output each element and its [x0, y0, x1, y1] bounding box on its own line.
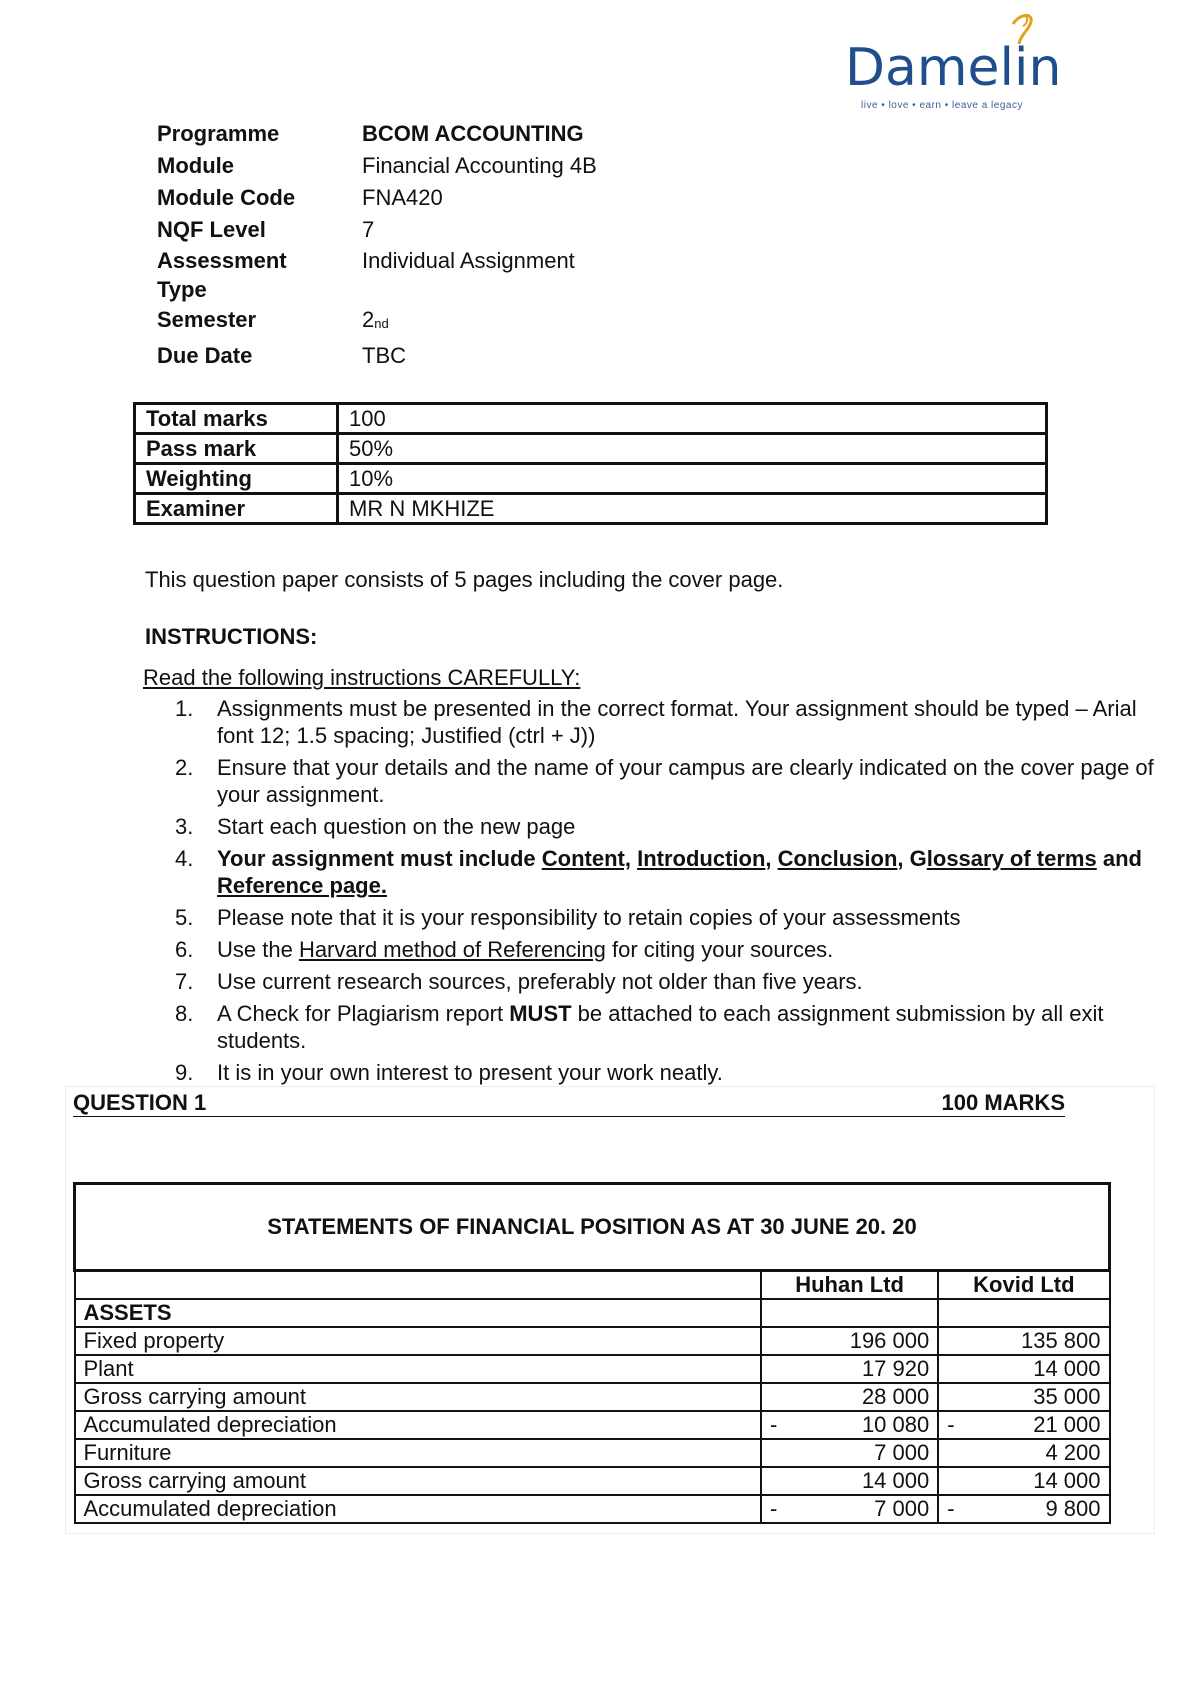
marks-value: MR N MKHIZE [338, 494, 1047, 524]
table-row [75, 1495, 1110, 1523]
info-key: Module [157, 153, 234, 178]
info-value: 7 [362, 217, 375, 242]
list-number: 5. [175, 905, 194, 930]
text-fragment: , [765, 846, 778, 871]
cell-kovid [938, 1383, 1109, 1411]
list-text: Start each question on the new page [217, 814, 576, 839]
read-colon: : [574, 665, 581, 690]
text-fragment: and [1096, 846, 1142, 871]
cell-value: 35 000 [1033, 1384, 1101, 1409]
cell-huhan [761, 1355, 938, 1383]
cell-value: 28 000 [861, 1384, 930, 1409]
neg-sign: - [770, 1412, 778, 1437]
text-fragment: Content, [541, 846, 631, 871]
marks-key: Examiner [135, 494, 338, 524]
instructions-heading: INSTRUCTIONS: [145, 624, 318, 649]
table-row [75, 1411, 1110, 1439]
marks-value: 100 [338, 404, 1047, 434]
table-row [135, 464, 1047, 494]
financial-position-table [73, 1182, 1111, 1524]
neg-sign [947, 1440, 967, 1466]
neg-sign [770, 1356, 790, 1382]
cell-huhan [761, 1495, 938, 1523]
neg-sign: - [947, 1412, 955, 1437]
marks-value: 10% [338, 464, 1047, 494]
info-key: NQF Level [157, 217, 266, 242]
list-item [175, 754, 1165, 808]
cell-value: 135 800 [1020, 1328, 1101, 1353]
semester-number: 2 [362, 307, 375, 332]
text-fragment: for citing your sources. [605, 937, 834, 962]
row-label: Fixed property [75, 1327, 762, 1355]
info-row-programme [157, 118, 597, 150]
cell-huhan [761, 1467, 938, 1495]
cell-huhan [761, 1327, 938, 1355]
info-row-assessment-type [157, 246, 597, 304]
info-row-module-code [157, 182, 597, 214]
neg-sign [947, 1328, 967, 1354]
info-value: Individual Assignment [362, 248, 575, 273]
list-number: 1. [175, 696, 194, 721]
cell-kovid [938, 1439, 1109, 1467]
cell-kovid [938, 1355, 1109, 1383]
neg-sign [947, 1384, 967, 1410]
list-number: 4. [175, 846, 194, 871]
list-item [175, 1059, 1165, 1086]
table-row [75, 1299, 1110, 1327]
text-fragment: , G [897, 846, 927, 871]
info-key: Programme [157, 121, 280, 146]
neg-sign: - [947, 1496, 955, 1521]
list-text [217, 845, 1165, 899]
list-item [175, 845, 1165, 899]
info-key-line1: Assessment [157, 248, 287, 273]
list-text: Ensure that your details and the name of your campus are clearly indicated on the cover page of your assignment. [217, 755, 1154, 807]
text-fragment: Conclusion [777, 846, 898, 871]
cell-value: 14 000 [861, 1468, 930, 1493]
info-value: BCOM ACCOUNTING [362, 121, 584, 146]
cell-kovid [938, 1411, 1109, 1439]
cell-huhan [761, 1383, 938, 1411]
text-fragment: Use the [217, 937, 299, 962]
info-row-nqf-level [157, 214, 597, 246]
list-number: 3. [175, 814, 194, 839]
logo-wordmark: Damelin [845, 38, 1062, 98]
list-number: 9. [175, 1060, 194, 1085]
semester-suffix: nd [374, 316, 389, 331]
row-label: Gross carrying amount [75, 1467, 762, 1495]
cell-kovid [938, 1467, 1109, 1495]
list-text: Use current research sources, preferably not older than five years. [217, 969, 863, 994]
neg-sign [770, 1468, 790, 1494]
text-fragment: Introduction [637, 846, 766, 871]
page-count-note: This question paper consists of 5 pages including the cover page. [145, 567, 784, 592]
list-item [175, 695, 1165, 749]
table-row [135, 494, 1047, 524]
column-header-huhan: Huhan Ltd [761, 1271, 938, 1300]
list-item [175, 968, 1165, 995]
cell-huhan [761, 1411, 938, 1439]
cell-value: 7 000 [874, 1496, 930, 1521]
table-title-row [75, 1184, 1110, 1271]
cell-value: 4 200 [1045, 1440, 1101, 1465]
marks-key: Weighting [135, 464, 338, 494]
info-key: Due Date [157, 343, 253, 368]
marks-table [133, 402, 1048, 525]
table-row [75, 1439, 1110, 1467]
list-text: Please note that it is your responsibility to retain copies of your assessments [217, 905, 961, 930]
list-number: 8. [175, 1001, 194, 1026]
row-label: Plant [75, 1355, 762, 1383]
list-number: 6. [175, 937, 194, 962]
list-item [175, 936, 1165, 963]
info-key: Semester [157, 307, 257, 332]
cell-value: 9 800 [1045, 1496, 1101, 1521]
list-text: It is in your own interest to present your work neatly. [217, 1060, 723, 1085]
cell-kovid [938, 1327, 1109, 1355]
neg-sign: - [770, 1496, 778, 1521]
text-fragment: lossary of terms [926, 846, 1097, 871]
neg-sign [770, 1384, 790, 1410]
cell-kovid [938, 1299, 1109, 1327]
read-carefully-line [143, 665, 580, 691]
text-fragment: A Check for Plagiarism report [217, 1001, 510, 1026]
info-row-semester [157, 304, 597, 340]
marks-key: Total marks [135, 404, 338, 434]
text-fragment: Your assignment must include [217, 846, 542, 871]
info-key: Module Code [157, 185, 296, 210]
text-fragment: MUST [509, 1001, 572, 1026]
damelin-logo [845, 8, 1065, 118]
cell-value: 196 000 [849, 1328, 930, 1353]
list-text [217, 936, 1165, 963]
info-value: Financial Accounting 4B [362, 153, 597, 178]
neg-sign [770, 1440, 790, 1466]
neg-sign [947, 1356, 967, 1382]
question-marks: 100 MARKS [941, 1090, 1065, 1115]
row-label: Accumulated depreciation [75, 1495, 762, 1523]
cell-value: 10 080 [861, 1412, 930, 1437]
harvard-referencing-link: Harvard method of Referencing [298, 937, 606, 962]
info-row-module [157, 150, 597, 182]
list-number: 7. [175, 969, 194, 994]
info-key [157, 246, 362, 304]
info-value: TBC [362, 343, 406, 368]
module-info [157, 118, 597, 372]
question-label: QUESTION 1 [73, 1090, 207, 1115]
info-value [362, 304, 389, 340]
table-row [135, 434, 1047, 464]
row-label: Gross carrying amount [75, 1383, 762, 1411]
table-row [75, 1383, 1110, 1411]
list-item [175, 1000, 1165, 1054]
read-carefully-text: Read the following instructions CAREFULLY [143, 665, 575, 690]
cell-kovid [938, 1495, 1109, 1523]
table-header-row [75, 1271, 1110, 1300]
cell-huhan [761, 1299, 938, 1327]
marks-value: 50% [338, 434, 1047, 464]
marks-key: Pass mark [135, 434, 338, 464]
neg-sign [770, 1328, 790, 1354]
cell-value: 17 920 [861, 1356, 930, 1381]
row-label: ASSETS [75, 1299, 762, 1327]
cell-value: 14 000 [1033, 1468, 1101, 1493]
cell-value: 14 000 [1033, 1356, 1101, 1381]
table-row [75, 1467, 1110, 1495]
list-text: Assignments must be presented in the correct format. Your assignment should be typed – Arial font 12; 1.5 spacing; Justified (ctrl + J)) [217, 696, 1137, 748]
row-label: Accumulated depreciation [75, 1411, 762, 1439]
info-row-due-date [157, 340, 597, 372]
list-item [175, 813, 1165, 840]
list-number: 2. [175, 755, 194, 780]
table-row [75, 1327, 1110, 1355]
question-header [73, 1090, 1065, 1117]
table-row [75, 1355, 1110, 1383]
neg-sign [947, 1468, 967, 1494]
list-item [175, 904, 1165, 931]
text-fragment: be attached to each assignment submission by all exit students. [217, 1001, 1104, 1053]
cell-value: 21 000 [1033, 1412, 1101, 1437]
info-value: FNA420 [362, 185, 443, 210]
row-label: Furniture [75, 1439, 762, 1467]
table-header-blank [75, 1271, 762, 1300]
text-fragment: Reference page. [217, 873, 387, 898]
instructions-list [175, 695, 1165, 1091]
table-title: STATEMENTS OF FINANCIAL POSITION AS AT 30 JUNE 20. 20 [75, 1184, 1110, 1271]
info-key-line2: Type [157, 277, 207, 302]
list-text [217, 1000, 1165, 1054]
column-header-kovid: Kovid Ltd [938, 1271, 1109, 1300]
cell-huhan [761, 1439, 938, 1467]
cell-value: 7 000 [874, 1440, 930, 1465]
logo-tagline: live • love • earn • leave a legacy [861, 100, 1023, 111]
table-row [135, 404, 1047, 434]
